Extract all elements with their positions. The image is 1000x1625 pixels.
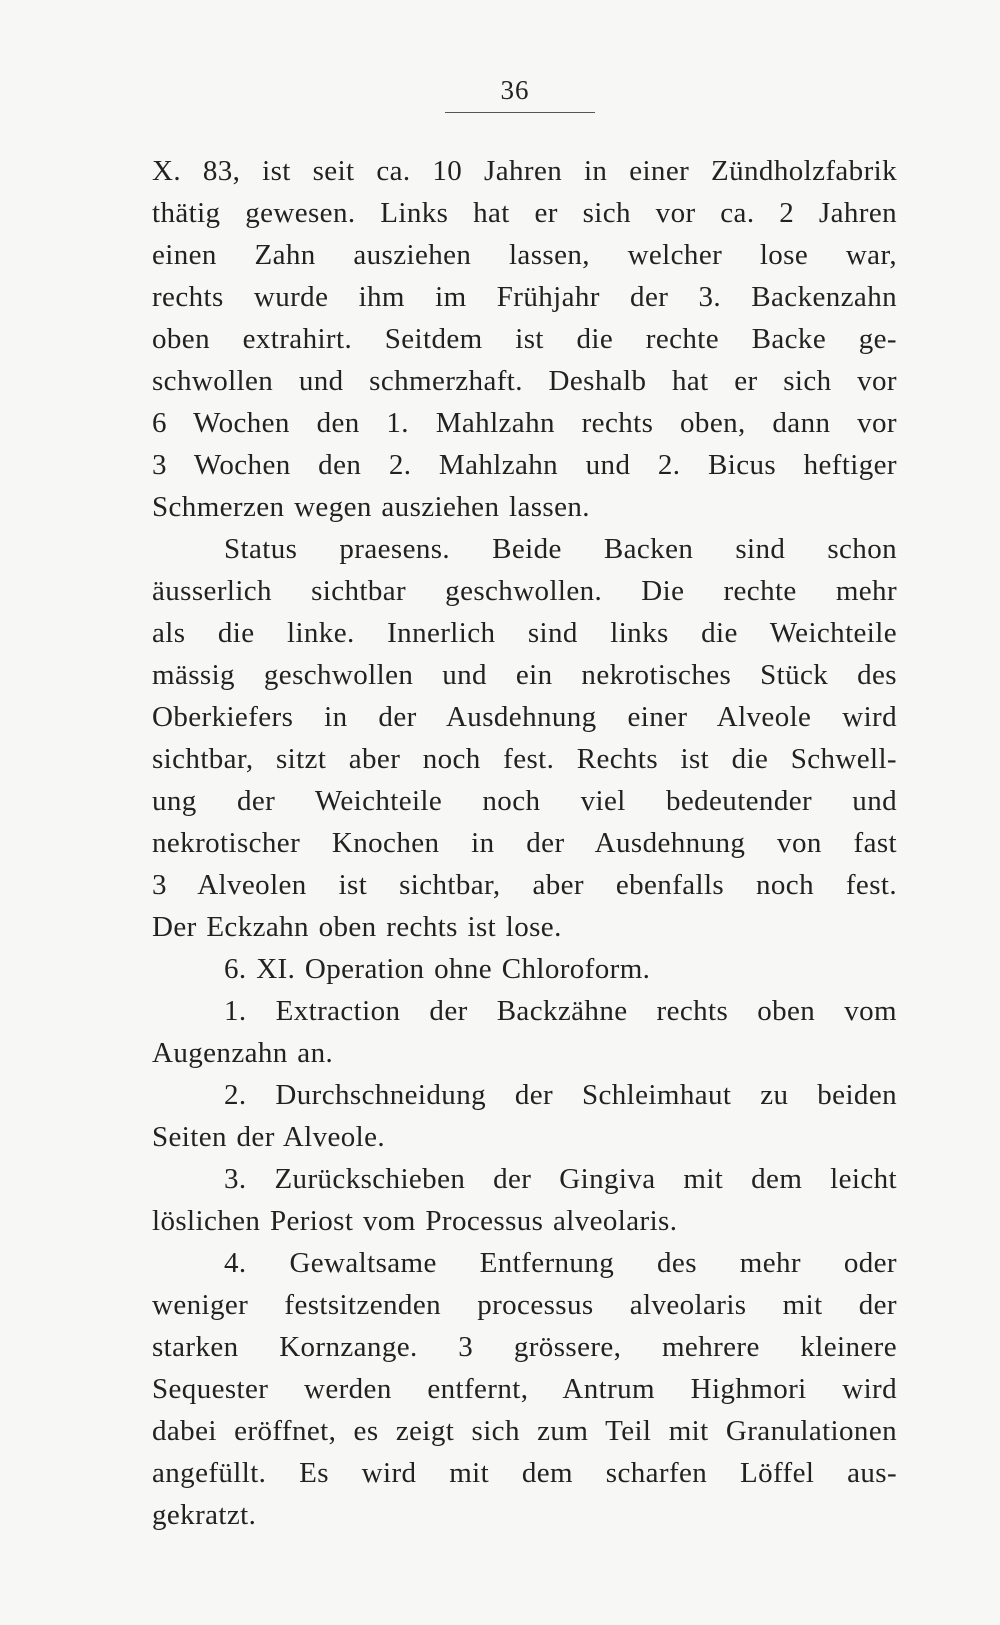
text-line: äusserlich sichtbar geschwollen. Die rechte mehr xyxy=(152,575,897,607)
text-line: 3 Wochen den 2. Mahlzahn und 2. Bicus heftiger xyxy=(152,449,897,481)
text-line: weniger festsitzenden processus alveolaris mit der xyxy=(152,1289,897,1321)
header-rule xyxy=(445,112,595,113)
text-line: löslichen Periost vom Processus alveolaris. xyxy=(152,1205,678,1237)
text-line: mässig geschwollen und ein nekrotisches Stück des xyxy=(152,659,897,691)
text-line: thätig gewesen. Links hat er sich vor ca. 2 Jahren xyxy=(152,197,897,229)
text-line: starken Kornzange. 3 grössere, mehrere kleinere xyxy=(152,1331,897,1363)
text-line: schwollen und schmerzhaft. Deshalb hat er sich vor xyxy=(152,365,897,397)
text-line: 1. Extraction der Backzähne rechts oben vom xyxy=(224,995,897,1027)
text-line: Schmerzen wegen ausziehen lassen. xyxy=(152,491,590,523)
text-line: 3. Zurückschieben der Gingiva mit dem leicht xyxy=(224,1163,897,1195)
text-line: 6. XI. Operation ohne Chloroform. xyxy=(224,953,651,985)
body-text xyxy=(152,150,897,1536)
text-line: Status praesens. Beide Backen sind schon xyxy=(224,533,897,565)
text-line: 2. Durchschneidung der Schleimhaut zu beiden xyxy=(224,1079,897,1111)
text-line: 6 Wochen den 1. Mahlzahn rechts oben, dann vor xyxy=(152,407,897,439)
text-line: 3 Alveolen ist sichtbar, aber ebenfalls noch fest. xyxy=(152,869,897,901)
text-line: Augenzahn an. xyxy=(152,1037,334,1069)
page-number: 36 xyxy=(500,75,530,105)
text-line: als die linke. Innerlich sind links die Weichteile xyxy=(152,617,897,649)
text-line: einen Zahn ausziehen lassen, welcher lose war, xyxy=(152,239,897,271)
text-line: Sequester werden entfernt, Antrum Highmori wird xyxy=(152,1373,897,1405)
text-line: ung der Weichteile noch viel bedeutender und xyxy=(152,785,897,817)
text-line: sichtbar, sitzt aber noch fest. Rechts ist die Schwell- xyxy=(152,743,897,775)
text-line: rechts wurde ihm im Frühjahr der 3. Backenzahn xyxy=(152,281,897,313)
text-line: angefüllt. Es wird mit dem scharfen Löffel aus- xyxy=(152,1457,897,1489)
text-line: dabei eröffnet, es zeigt sich zum Teil mit Granulationen xyxy=(152,1415,897,1447)
text-line: X. 83, ist seit ca. 10 Jahren in einer Zündholzfabrik xyxy=(152,155,897,187)
text-line: Der Eckzahn oben rechts ist lose. xyxy=(152,911,562,943)
text-line: Oberkiefers in der Ausdehnung einer Alveole wird xyxy=(152,701,897,733)
text-line: oben extrahirt. Seitdem ist die rechte Backe ge- xyxy=(152,323,897,355)
text-line: Seiten der Alveole. xyxy=(152,1121,386,1153)
text-line: nekrotischer Knochen in der Ausdehnung von fast xyxy=(152,827,897,859)
text-line: gekratzt. xyxy=(152,1499,257,1531)
text-line: 4. Gewaltsame Entfernung des mehr oder xyxy=(224,1247,897,1279)
